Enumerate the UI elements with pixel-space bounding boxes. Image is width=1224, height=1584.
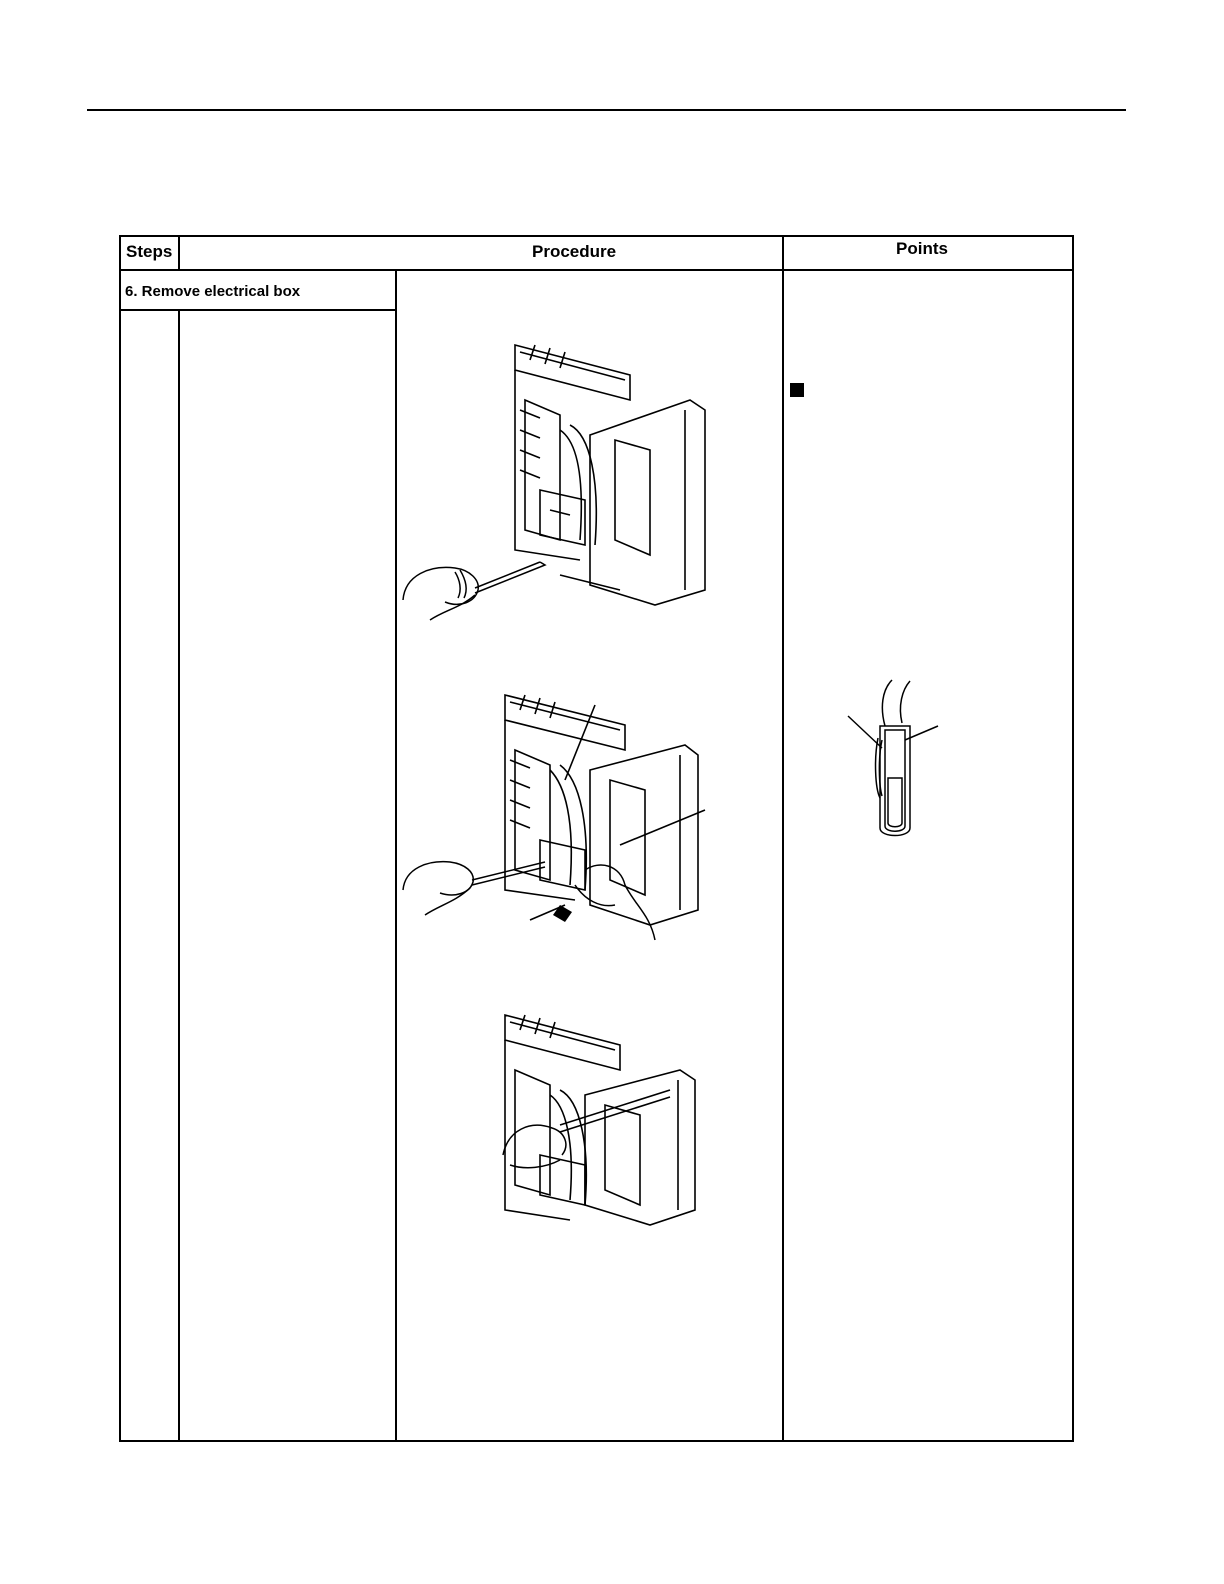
square-bullet-icon — [790, 383, 804, 397]
header-steps: Steps — [126, 242, 173, 261]
fig-remove-screw — [400, 340, 720, 630]
header-points: Points — [896, 239, 948, 258]
fig-disconnect-wires — [400, 690, 720, 950]
fig-lift-box — [500, 1010, 710, 1245]
header-procedure: Procedure — [532, 242, 617, 261]
step-title: 6. Remove electrical box — [125, 283, 301, 300]
fig-sensor-holder — [840, 678, 950, 848]
header-rule — [87, 109, 1126, 111]
